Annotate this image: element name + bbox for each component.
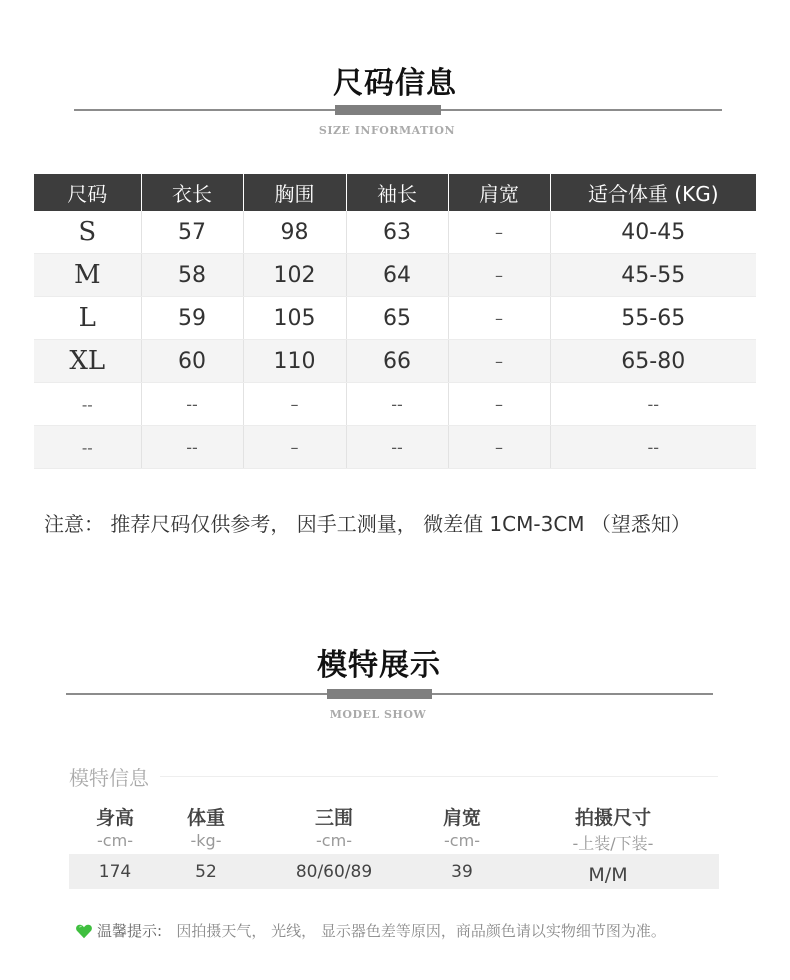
tip-line [75, 920, 666, 941]
header-length: 衣长 [141, 174, 243, 211]
model-col-height [74, 803, 156, 853]
cell-shoulder: – [448, 297, 550, 340]
model-label: 肩宽 [442, 807, 481, 829]
cell-weight: -- [550, 426, 756, 469]
cell-shoulder: – [448, 383, 550, 426]
table-row [34, 383, 756, 426]
cell-sleeve: 66 [346, 340, 448, 383]
size-table [34, 174, 756, 469]
header-shoulder: 肩宽 [448, 174, 550, 211]
model-info-divider [160, 776, 718, 777]
header-size: 尺码 [34, 174, 141, 211]
cell-size: L [34, 297, 141, 340]
size-section-title: 尺码信息 [333, 66, 457, 101]
green-heart-icon [75, 922, 93, 940]
cell-weight: -- [550, 383, 756, 426]
table-row [34, 254, 756, 297]
cell-length: -- [141, 383, 243, 426]
table-row [34, 340, 756, 383]
model-unit: -cm- [316, 831, 352, 850]
model-col-photo-size [548, 803, 678, 853]
model-section-subtitle: MODEL SHOW [329, 708, 427, 721]
cell-weight: 40-45 [550, 211, 756, 254]
cell-sleeve: 63 [346, 211, 448, 254]
model-section-title: 模特展示 [317, 648, 441, 683]
cell-size: S [34, 211, 141, 254]
cell-chest: 110 [243, 340, 346, 383]
cell-size: -- [34, 383, 141, 426]
cell-sleeve: -- [346, 383, 448, 426]
model-label: 三围 [314, 807, 353, 829]
cell-length: 57 [141, 211, 243, 254]
cell-size: -- [34, 426, 141, 469]
model-section-accent-bar [327, 689, 432, 699]
cell-chest: 98 [243, 211, 346, 254]
cell-weight: 65-80 [550, 340, 756, 383]
model-col-shoulder [421, 803, 503, 853]
cell-weight: 45-55 [550, 254, 756, 297]
model-unit: -cm- [97, 831, 133, 850]
size-note: 注意： 推荐尺码仅供参考， 因手工测量， 微差值 1CM-3CM （望悉知） [44, 512, 691, 536]
cell-weight: 55-65 [550, 297, 756, 340]
model-unit: -cm- [444, 831, 480, 850]
header-sleeve: 袖长 [346, 174, 448, 211]
model-value-photo-size: M/M [588, 864, 628, 886]
model-info-heading: 模特信息 [69, 766, 149, 790]
table-row [34, 297, 756, 340]
model-label: 拍摄尺寸 [574, 807, 651, 829]
cell-shoulder: – [448, 254, 550, 297]
table-row [34, 211, 756, 254]
cell-size: M [34, 254, 141, 297]
cell-size: XL [34, 340, 141, 383]
model-value-shoulder: 39 [451, 862, 473, 882]
tip-label: 温馨提示: [97, 922, 163, 940]
cell-shoulder: – [448, 340, 550, 383]
cell-length: -- [141, 426, 243, 469]
model-value-height: 174 [98, 862, 132, 882]
cell-chest: – [243, 383, 346, 426]
model-col-weight [165, 803, 247, 853]
cell-length: 58 [141, 254, 243, 297]
model-value-weight: 52 [195, 862, 217, 882]
model-label: 身高 [95, 807, 134, 829]
model-label: 体重 [186, 807, 225, 829]
size-section-subtitle: SIZE INFORMATION [318, 124, 456, 137]
cell-chest: – [243, 426, 346, 469]
header-weight: 适合体重 (KG) [550, 174, 756, 211]
cell-length: 59 [141, 297, 243, 340]
size-table-header-row [34, 174, 756, 211]
cell-chest: 105 [243, 297, 346, 340]
model-col-measurements [274, 803, 394, 853]
cell-sleeve: 65 [346, 297, 448, 340]
cell-sleeve: -- [346, 426, 448, 469]
cell-shoulder: – [448, 211, 550, 254]
header-chest: 胸围 [243, 174, 346, 211]
model-unit: -上装/下装- [572, 834, 654, 853]
cell-sleeve: 64 [346, 254, 448, 297]
cell-shoulder: – [448, 426, 550, 469]
cell-chest: 102 [243, 254, 346, 297]
model-unit: -kg- [190, 831, 222, 850]
tip-text: 因拍摄天气， 光线， 显示器色差等原因，商品颜色请以实物细节图为准。 [176, 922, 666, 940]
table-row [34, 426, 756, 469]
cell-length: 60 [141, 340, 243, 383]
size-section-accent-bar [335, 105, 441, 115]
model-value-measurements: 80/60/89 [295, 862, 373, 882]
